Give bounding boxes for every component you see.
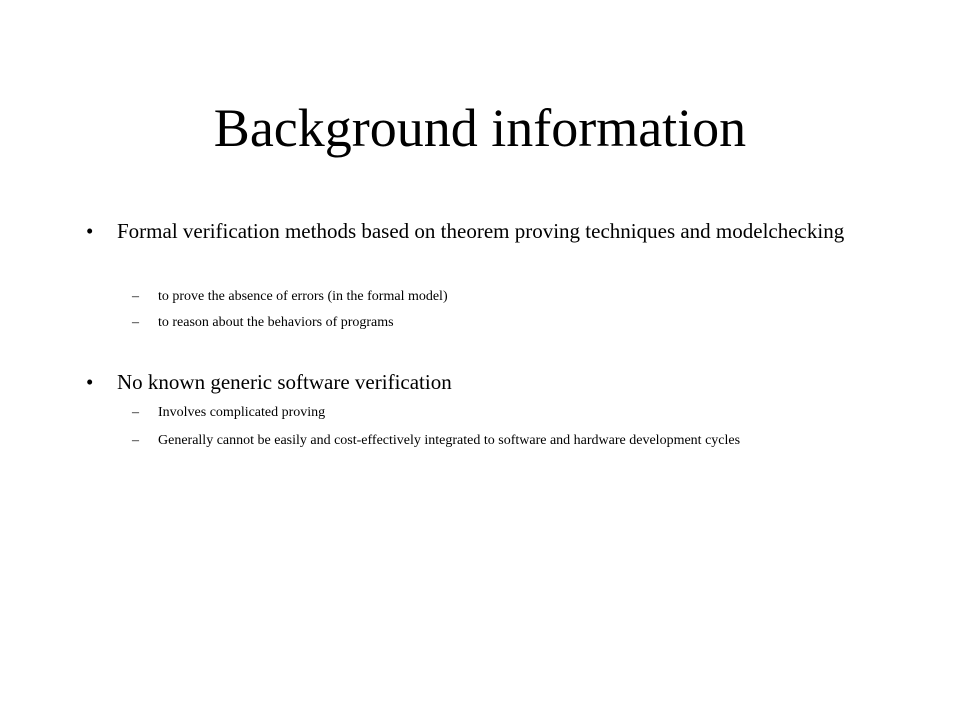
bullet-dot: • xyxy=(86,370,94,394)
sub-bullet-item xyxy=(132,403,812,423)
sub-bullet-text: Involves complicated proving xyxy=(158,405,326,420)
sub-bullet-text: Generally cannot be easily and cost-effectively integrated to software and hardware development cycles xyxy=(158,433,741,448)
bullet-item xyxy=(86,216,866,246)
sub-bullet-item xyxy=(132,431,812,451)
bullet-item xyxy=(86,367,866,397)
sub-bullet-text: to prove the absence of errors (in the formal model) xyxy=(158,289,448,304)
sub-bullet-text: to reason about the behaviors of programs xyxy=(158,315,394,330)
sub-bullet-dash: – xyxy=(132,315,139,330)
sub-bullet-item xyxy=(132,313,812,333)
bullet-text: Formal verification methods based on theorem proving techniques and modelchecking xyxy=(117,219,845,243)
slide-title: Background information xyxy=(213,98,747,158)
sub-bullet-dash: – xyxy=(132,433,139,448)
sub-bullet-item xyxy=(132,287,812,307)
sub-bullet-dash: – xyxy=(132,405,139,420)
sub-bullet-dash: – xyxy=(132,289,139,304)
bullet-text: No known generic software verification xyxy=(117,370,452,394)
bullet-dot: • xyxy=(86,219,94,243)
